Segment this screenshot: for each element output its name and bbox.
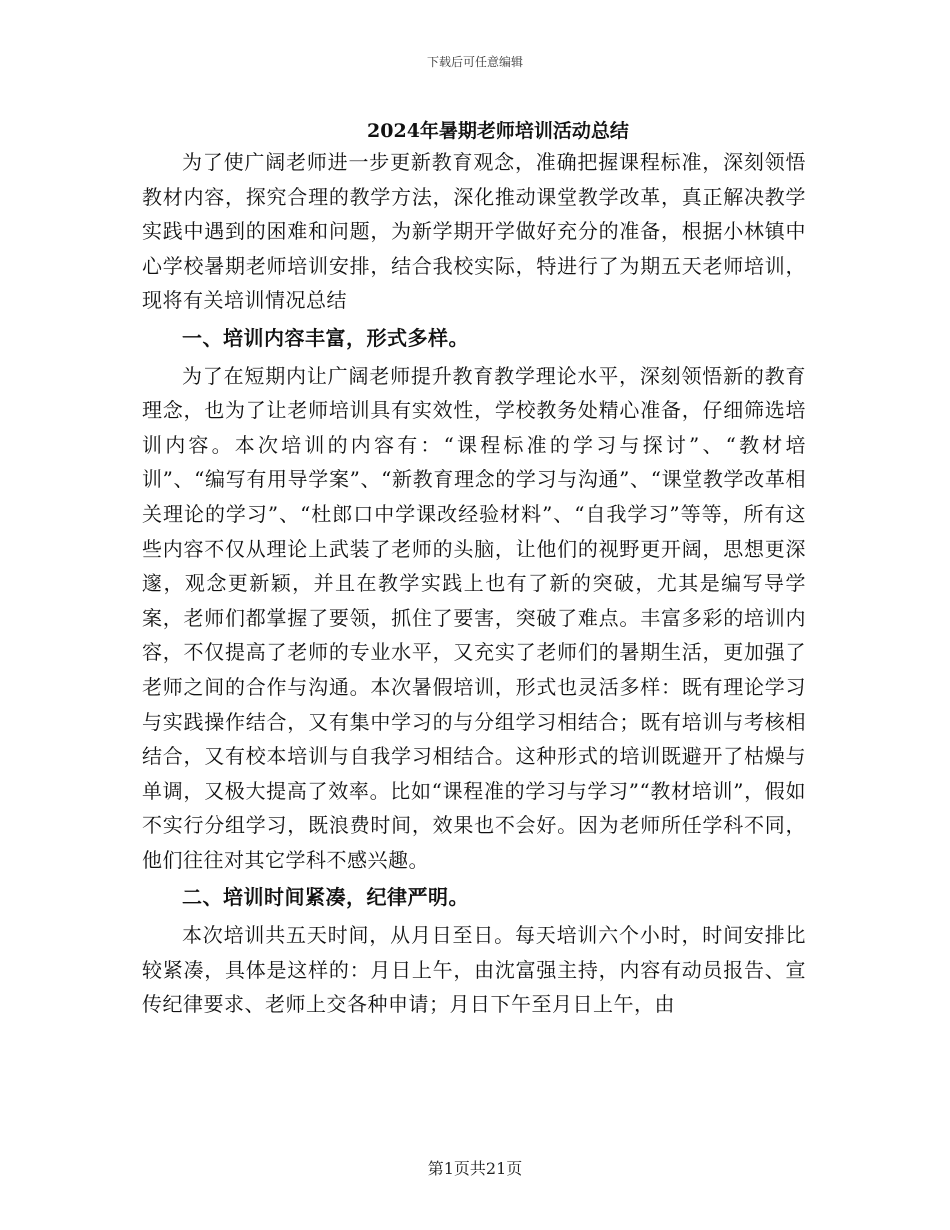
section-heading-2: 二、培训时间紧凑，纪律严明。 bbox=[182, 885, 469, 910]
intro-paragraph: 为了使广阔老师进一步更新教育观念，准确把握课程标准，深刻领悟教材内容，探究合理的教学方法，深化推动课堂教学改革，真正解决教学实践中遇到的困难和问题，为新学期开学做好充分的准备，根据小林镇中心学校暑期老师培训安排，结合我校实际，特进行了为期五天老师培训，现将有关培训情况总结 bbox=[142, 150, 806, 313]
page-number-footer: 第1页共21页 bbox=[427, 1159, 523, 1178]
document-title: 2024年暑期老师培训活动总结 bbox=[367, 120, 629, 142]
section-heading-1: 一、培训内容丰富，形式多样。 bbox=[182, 325, 469, 350]
section-1-paragraph: 为了在短期内让广阔老师提升教育教学理论水平，深刻领悟新的教育理念，也为了让老师培训具有实效性，学校教务处精心准备，仔细筛选培训内容。本次培训的内容有：“课程标准的学习与探讨”、“教材培训”、“编写有用导学案”、“新教育理念的学习与沟通”、“课堂教学改革相关理论的学习”、“杜郎口中学课改经验材料”、“自我学习”等等，所有这些内容不仅从理论上武装了老师的头脑，让他们的视野更开阔，思想更深邃，观念更新颖，并且在教学实践上也有了新的突破，尤其是编写导学案，老师们都掌握了要领，抓住了要害，突破了难点。丰富多彩的培训内容，不仅提高了老师的专业水平，又充实了老师们的暑期生活，更加强了老师之间的合作与沟通。本次暑假培训，形式也灵活多样：既有理论学习与实践操作结合，又有集中学习的与分组学习相结合；既有培训与考核相结合，又有校本培训与自我学习相结合。这种形式的培训既避开了枯燥与单调，又极大提高了效率。比如“课程准的学习与学习”“教材培训”，假如不实行分组学习，既浪费时间，效果也不会好。因为老师所任学科不同，他们往往对其它学科不感兴趣。 bbox=[142, 363, 806, 872]
section-2-paragraph: 本次培训共五天时间，从月日至日。每天培训六个小时，时间安排比较紧凑，具体是这样的：月日上午，由沈富强主持，内容有动员报告、宣传纪律要求、老师上交各种申请；月日下午至月日上午，由 bbox=[142, 923, 806, 1017]
page-header-note: 下载后可任意编辑 bbox=[426, 55, 523, 69]
document-body bbox=[142, 145, 806, 1022]
